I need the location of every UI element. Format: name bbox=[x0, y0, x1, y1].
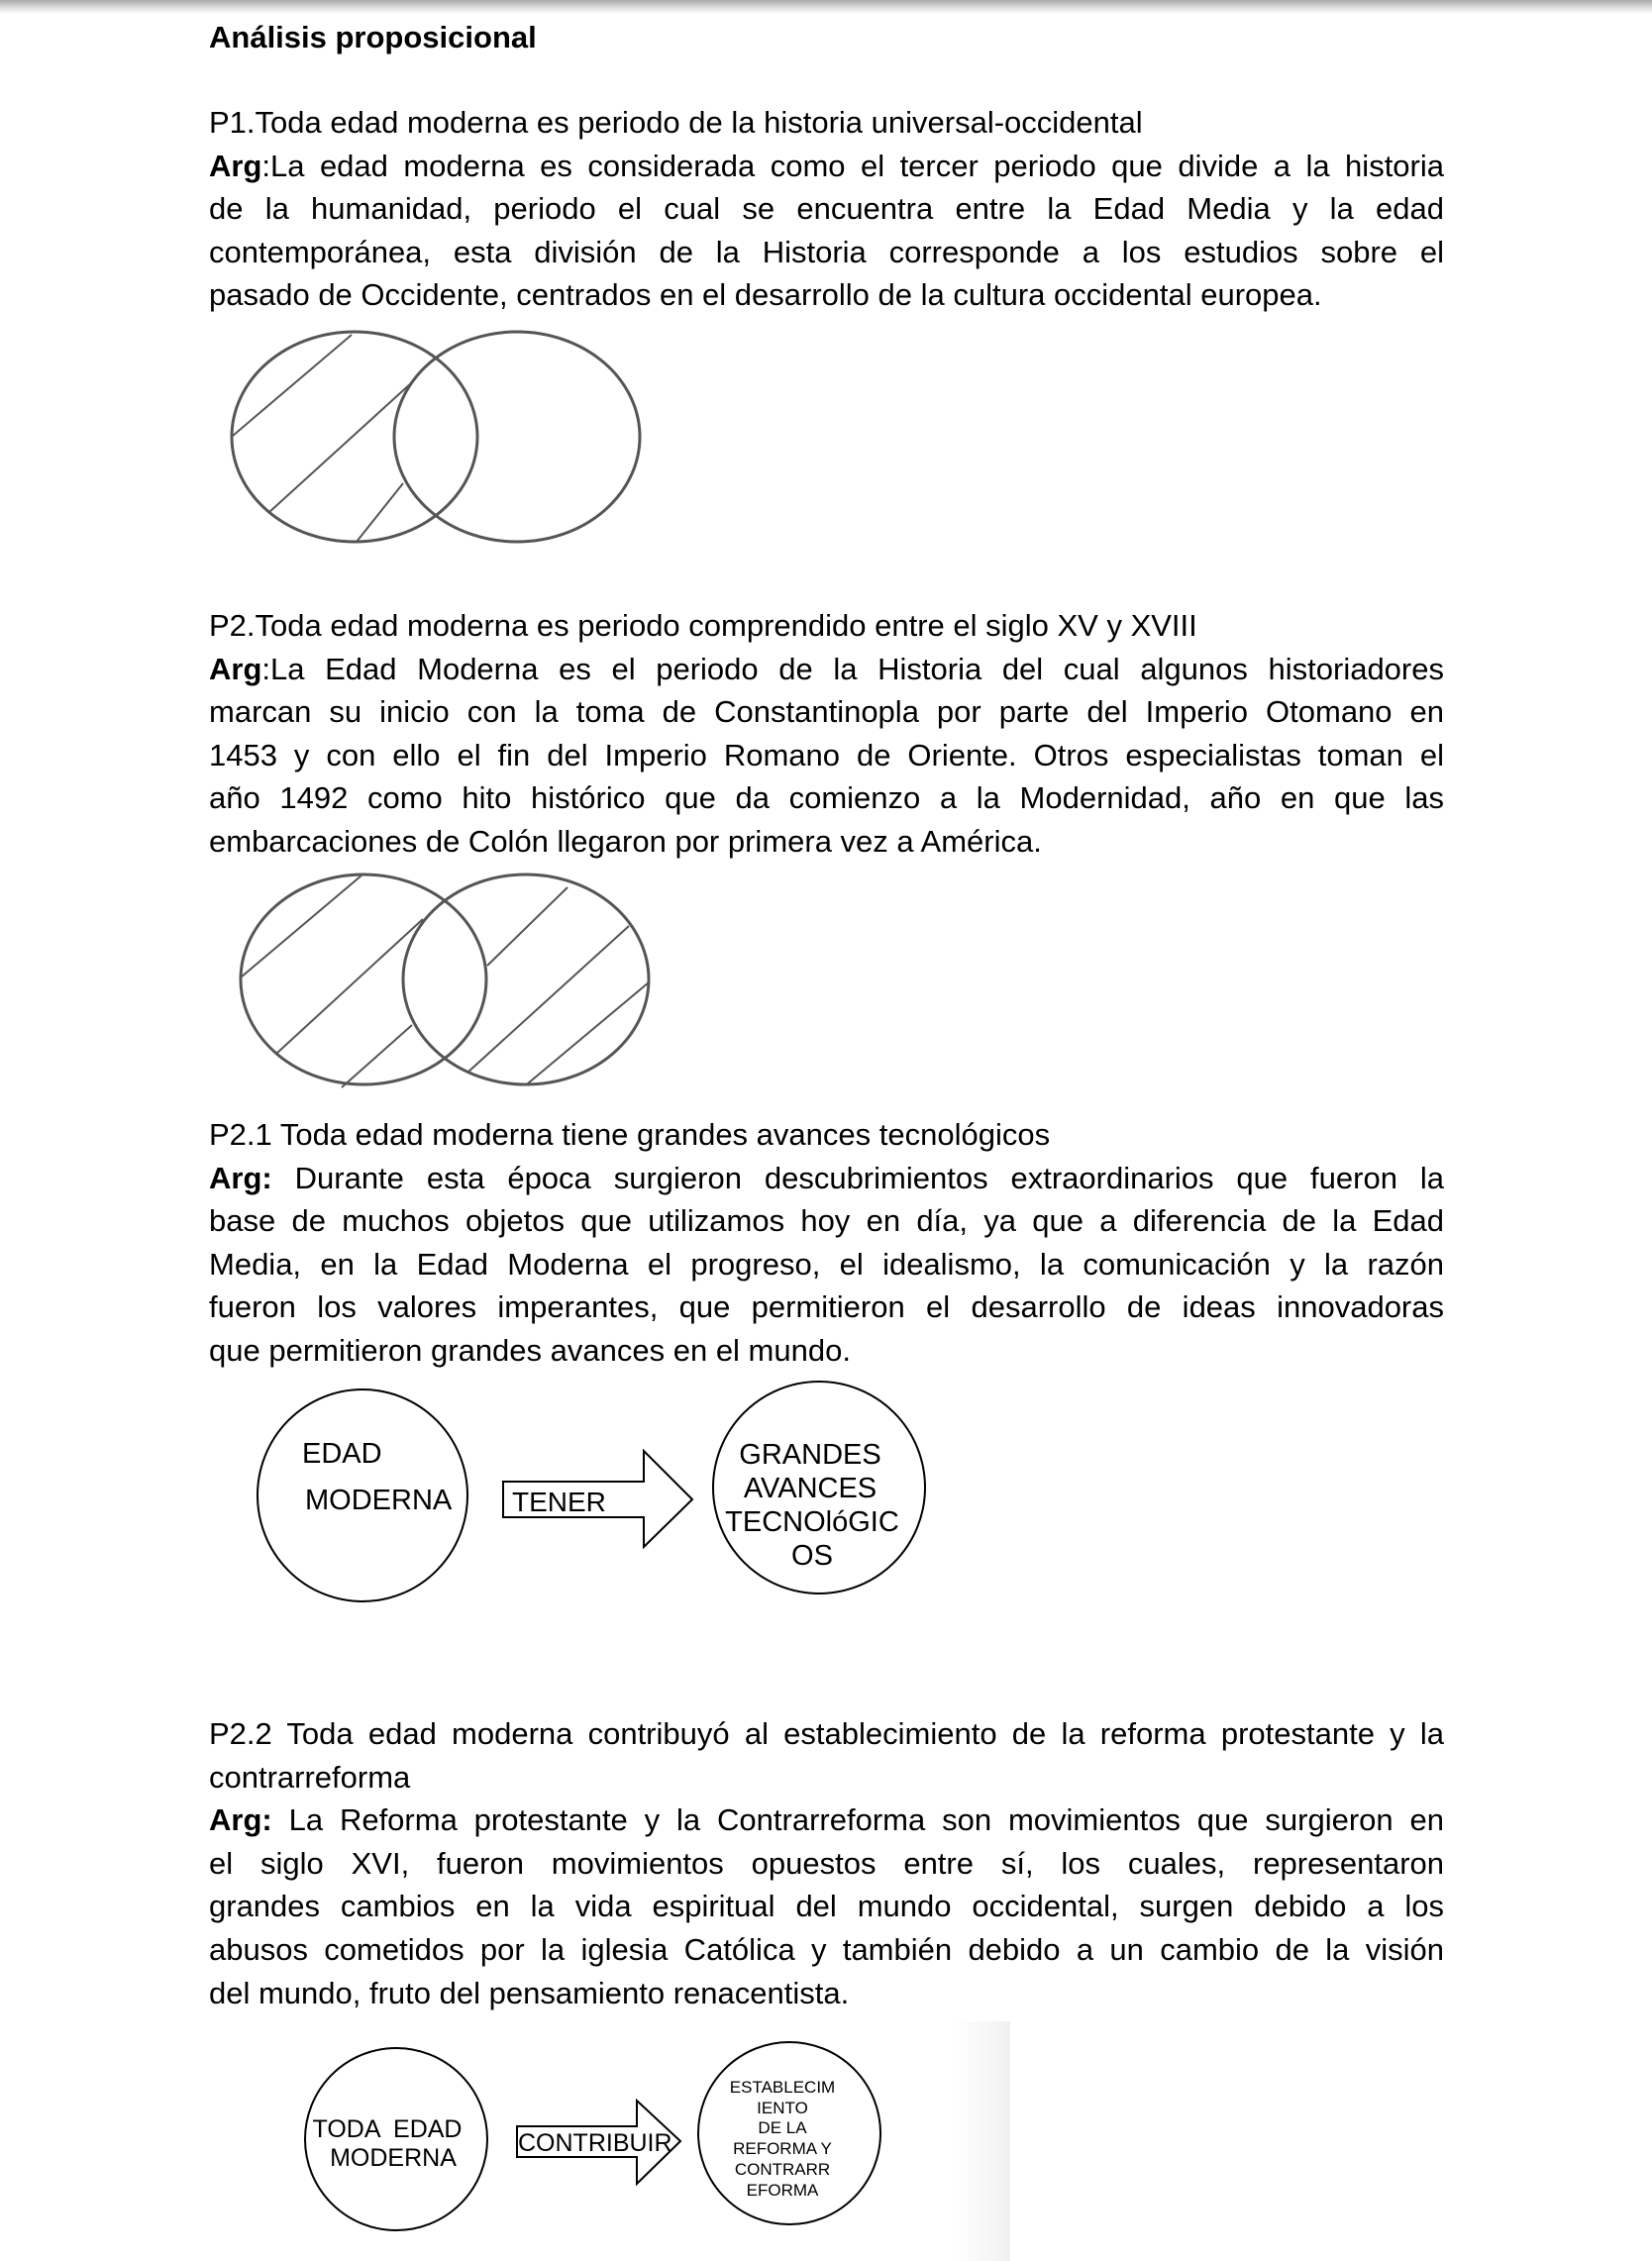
subject-label: TODA EDAD bbox=[312, 2115, 463, 2143]
argument-line: fueron los valores imperantes, que permitieron el desarrollo de ideas innovadoras bbox=[209, 1289, 1444, 1325]
argument-line: contemporánea, esta división de la Historia corresponde a los estudios sobre el bbox=[209, 234, 1444, 269]
relation-label: TENER bbox=[512, 1487, 606, 1517]
argument-line: año 1492 como hito histórico que da comienzo a la Modernidad, año en que las bbox=[209, 780, 1444, 816]
argument-line: base de muchos objetos que utilizamos hoy en día, ya que a diferencia de la Edad bbox=[209, 1203, 1444, 1239]
argument-line: Arg: La Reforma protestante y la Contrarreforma son movimientos que surgieron en bbox=[209, 1802, 1444, 1838]
predicate-label: TECNOlóGIC bbox=[725, 1506, 899, 1538]
proposition-heading: P2.2 Toda edad moderna contribuyó al establecimiento de la reforma protestante y la bbox=[209, 1716, 1444, 1751]
predicate-label: AVANCES bbox=[743, 1473, 878, 1504]
predicate-label: OS bbox=[791, 1540, 833, 1572]
argument-line: Media, en la Edad Moderna el progreso, el idealismo, la comunicación y la razón bbox=[209, 1246, 1444, 1282]
proposition-heading: P2.Toda edad moderna es periodo comprendido entre el siglo XV y XVIII bbox=[209, 608, 1197, 643]
subject-label: MODERNA bbox=[330, 2144, 457, 2172]
predicate-label: IENTO bbox=[757, 2099, 808, 2117]
argument-line: marcan su inicio con la toma de Constantinopla por parte del Imperio Otomano en bbox=[209, 694, 1444, 730]
proposition-heading: P2.1 Toda edad moderna tiene grandes avances tecnológicos bbox=[209, 1117, 1051, 1152]
arg-label: Arg: bbox=[209, 1160, 272, 1195]
argument-line: Arg:La edad moderna es considerada como el tercer periodo que divide a la historia bbox=[209, 148, 1444, 183]
argument-line: grandes cambios en la vida espiritual del mundo occidental, surgen debido a los bbox=[209, 1889, 1444, 1924]
argument-line: que permitieron grandes avances en el mundo. bbox=[209, 1332, 851, 1368]
predicate-label: GRANDES bbox=[739, 1439, 881, 1471]
argument-line: del mundo, fruto del pensamiento renacentista. bbox=[209, 1975, 850, 2010]
arg-label: Arg bbox=[209, 148, 262, 183]
arg-label: Arg: bbox=[209, 1802, 272, 1838]
argument-line: embarcaciones de Colón llegaron por primera vez a América. bbox=[209, 823, 1042, 859]
proposition-heading: P1.Toda edad moderna es periodo de la historia universal-occidental bbox=[209, 105, 1143, 140]
predicate-label: EFORMA bbox=[746, 2181, 819, 2200]
predicate-label: CONTRARR bbox=[734, 2160, 831, 2179]
document-title: Análisis proposicional bbox=[209, 20, 537, 54]
argument-line: el siglo XVI, fueron movimientos opuestos entre sí, los cuales, representaron bbox=[209, 1845, 1444, 1881]
argument-line: Arg:La Edad Moderna es el periodo de la Historia del cual algunos historiadores bbox=[209, 651, 1444, 686]
relation-label: CONTRIBUIR bbox=[518, 2129, 672, 2157]
predicate-label: ESTABLECIM bbox=[729, 2078, 836, 2097]
subject-label: MODERNA bbox=[305, 1485, 453, 1516]
argument-line: 1453 y con ello el fin del Imperio Romano de Oriente. Otros especialistas toman el bbox=[209, 737, 1444, 772]
predicate-label: DE LA bbox=[758, 2118, 807, 2137]
argument-line: de la humanidad, periodo el cual se encuentra entre la Edad Media y la edad bbox=[209, 191, 1444, 227]
proposition-heading: contrarreforma bbox=[209, 1759, 411, 1795]
arg-label: Arg bbox=[209, 651, 262, 686]
argument-line: Arg: Durante esta época surgieron descubrimientos extraordinarios que fueron la bbox=[209, 1160, 1444, 1195]
argument-line: pasado de Occidente, centrados en el desarrollo de la cultura occidental europea. bbox=[209, 277, 1322, 313]
subject-label: EDAD bbox=[302, 1438, 382, 1470]
predicate-label: REFORMA Y bbox=[733, 2139, 832, 2158]
argument-line: abusos cometidos por la iglesia Católica y también debido a un cambio de la visión bbox=[209, 1931, 1444, 1967]
